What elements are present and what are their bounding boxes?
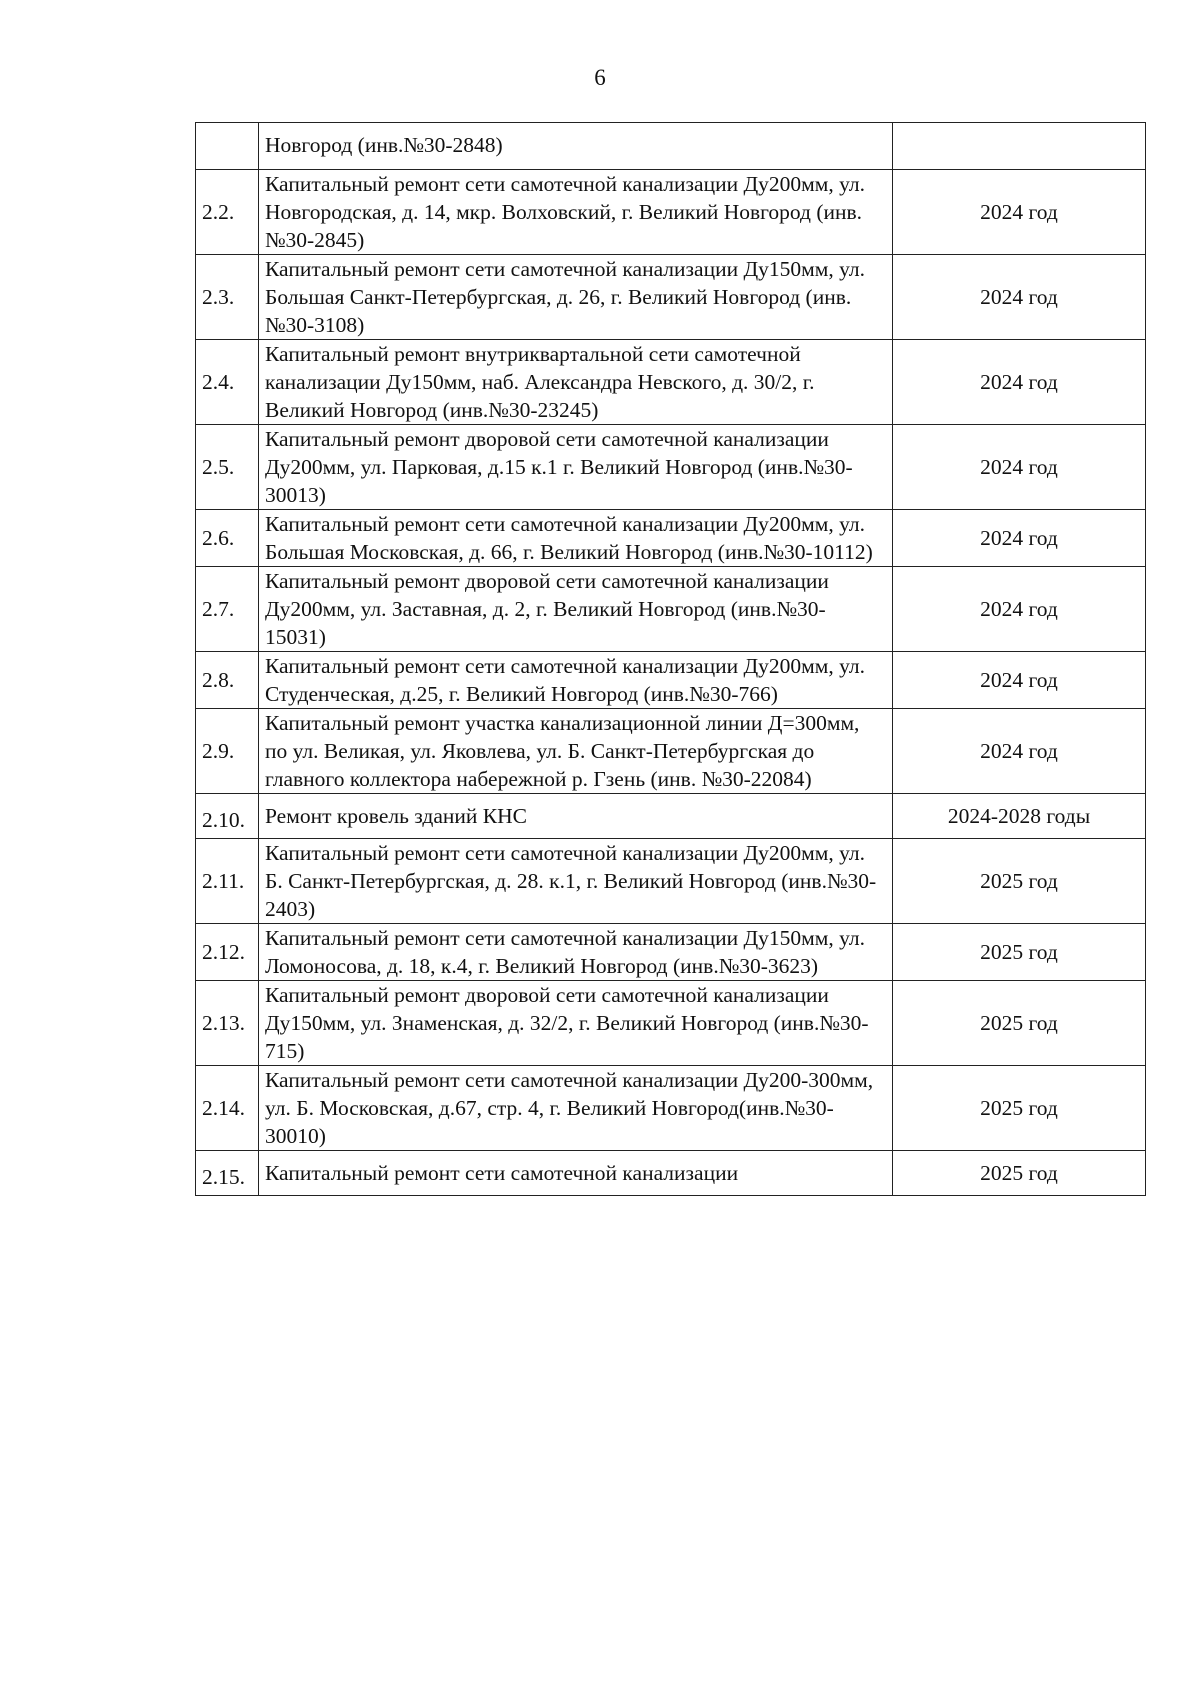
row-number: 2.9.	[196, 709, 259, 794]
row-number: 2.11.	[196, 839, 259, 924]
row-description: Капитальный ремонт сети самотечной канализации Ду200мм, ул. Студенческая, д.25, г. Великий Новгород (инв.№30-766)	[259, 652, 893, 709]
table-row	[196, 567, 1146, 652]
table-row	[196, 652, 1146, 709]
table-row	[196, 510, 1146, 567]
row-number: 2.5.	[196, 425, 259, 510]
row-year: 2024 год	[893, 567, 1146, 652]
works-table	[195, 122, 1146, 1196]
row-description: Капитальный ремонт дворовой сети самотечной канализации Ду200мм, ул. Заставная, д. 2, г. Великий Новгород (инв.№30-15031)	[259, 567, 893, 652]
table-row	[196, 340, 1146, 425]
row-description: Капитальный ремонт сети самотечной канализации	[259, 1151, 893, 1196]
row-description: Капитальный ремонт сети самотечной канализации Ду150мм, ул. Ломоносова, д. 18, к.4, г. Великий Новгород (инв.№30-3623)	[259, 924, 893, 981]
table-row	[196, 924, 1146, 981]
row-number: 2.12.	[196, 924, 259, 981]
row-number: 2.13.	[196, 981, 259, 1066]
table-row	[196, 709, 1146, 794]
row-description: Капитальный ремонт сети самотечной канализации Ду200мм, ул. Б. Санкт-Петербургская, д. 28. к.1, г. Великий Новгород (инв.№30-2403)	[259, 839, 893, 924]
row-description: Новгород (инв.№30-2848)	[259, 123, 893, 170]
table-row	[196, 170, 1146, 255]
row-description: Капитальный ремонт сети самотечной канализации Ду200мм, ул. Новгородская, д. 14, мкр. Волховский, г. Великий Новгород (инв.№30-2845)	[259, 170, 893, 255]
page-number: 6	[594, 65, 606, 90]
row-description: Капитальный ремонт внутриквартальной сети самотечной канализации Ду150мм, наб. Александра Невского, д. 30/2, г. Великий Новгород (инв.№30-23245)	[259, 340, 893, 425]
row-year: 2024 год	[893, 510, 1146, 567]
row-number: 2.2.	[196, 170, 259, 255]
row-year: 2025 год	[893, 839, 1146, 924]
row-year: 2024 год	[893, 255, 1146, 340]
row-year: 2024 год	[893, 709, 1146, 794]
row-number: 2.6.	[196, 510, 259, 567]
row-year: 2024 год	[893, 170, 1146, 255]
row-year: 2025 год	[893, 1066, 1146, 1151]
row-number	[196, 123, 259, 170]
table-row	[196, 1066, 1146, 1151]
row-year: 2024 год	[893, 340, 1146, 425]
row-number: 2.10.	[196, 794, 259, 839]
row-number: 2.14.	[196, 1066, 259, 1151]
row-description: Капитальный ремонт сети самотечной канализации Ду200мм, ул. Большая Московская, д. 66, г. Великий Новгород (инв.№30-10112)	[259, 510, 893, 567]
row-description: Капитальный ремонт сети самотечной канализации Ду200-300мм, ул. Б. Московская, д.67, стр. 4, г. Великий Новгород(инв.№30-30010)	[259, 1066, 893, 1151]
row-year: 2025 год	[893, 981, 1146, 1066]
row-number: 2.15.	[196, 1151, 259, 1196]
row-description: Капитальный ремонт дворовой сети самотечной канализации Ду150мм, ул. Знаменская, д. 32/2, г. Великий Новгород (инв.№30-715)	[259, 981, 893, 1066]
row-description: Ремонт кровель зданий КНС	[259, 794, 893, 839]
table-row	[196, 981, 1146, 1066]
row-number: 2.7.	[196, 567, 259, 652]
row-year: 2025 год	[893, 924, 1146, 981]
row-description: Капитальный ремонт участка канализационной линии Д=300мм, по ул. Великая, ул. Яковлева, ул. Б. Санкт-Петербургская до главного коллектора набережной р. Гзень (инв. №30-22084)	[259, 709, 893, 794]
row-number: 2.8.	[196, 652, 259, 709]
table-row	[196, 425, 1146, 510]
row-year: 2025 год	[893, 1151, 1146, 1196]
row-year	[893, 123, 1146, 170]
row-year: 2024 год	[893, 425, 1146, 510]
row-year: 2024 год	[893, 652, 1146, 709]
table-row	[196, 123, 1146, 170]
row-description: Капитальный ремонт сети самотечной канализации Ду150мм, ул. Большая Санкт-Петербургская, д. 26, г. Великий Новгород (инв.№30-3108)	[259, 255, 893, 340]
table-row	[196, 255, 1146, 340]
table-row	[196, 1151, 1146, 1196]
row-description: Капитальный ремонт дворовой сети самотечной канализации Ду200мм, ул. Парковая, д.15 к.1 г. Великий Новгород (инв.№30-30013)	[259, 425, 893, 510]
table-row	[196, 839, 1146, 924]
row-number: 2.4.	[196, 340, 259, 425]
table-row	[196, 794, 1146, 839]
row-number: 2.3.	[196, 255, 259, 340]
row-year: 2024-2028 годы	[893, 794, 1146, 839]
